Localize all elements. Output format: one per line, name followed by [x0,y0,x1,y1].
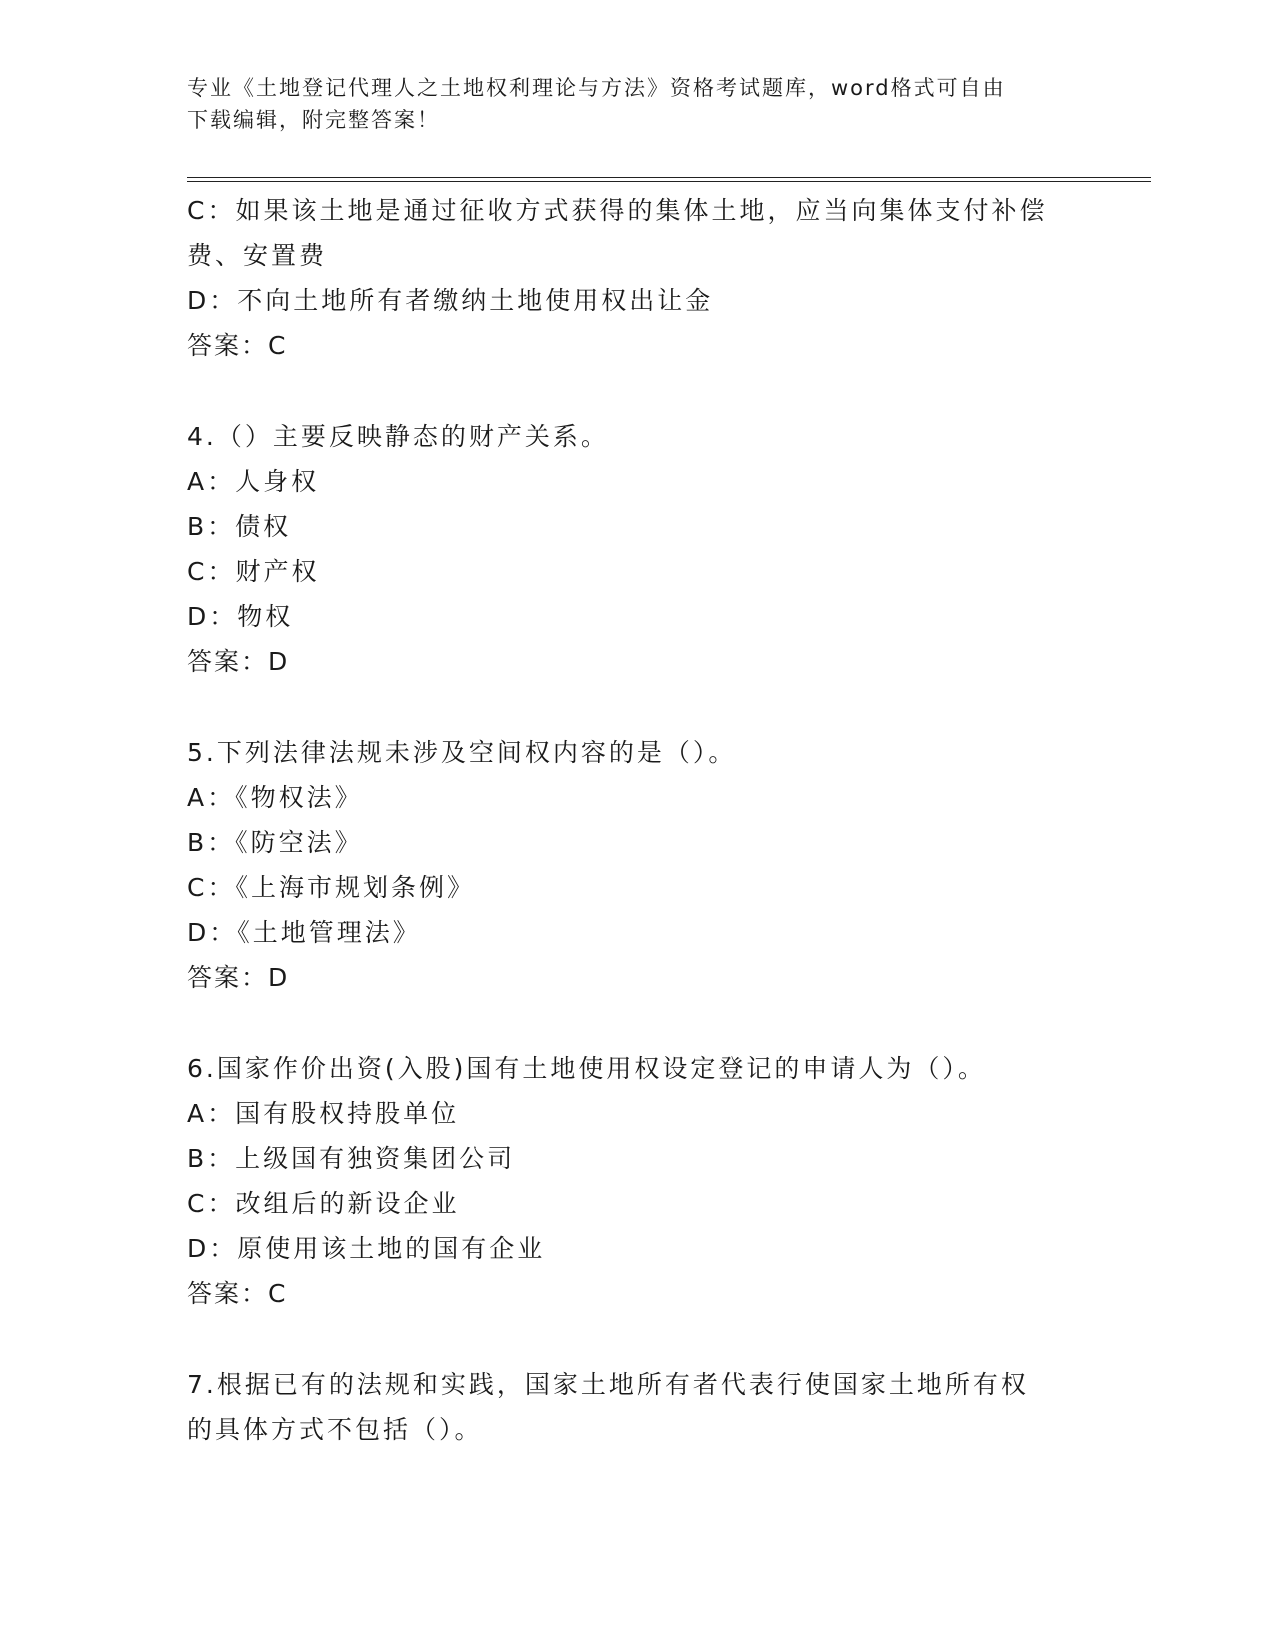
option-a: A：国有股权持股单位 [187,1099,460,1128]
answer: 答案：C [187,331,288,360]
option-c: C：改组后的新设企业 [187,1189,460,1218]
option-d: D：原使用该土地的国有企业 [187,1234,546,1263]
page-header [187,72,1087,136]
option-d: D：不向土地所有者缴纳土地使用权出让金 [187,286,714,315]
question-stem: 5.下列法律法规未涉及空间权内容的是（）。 [187,738,737,767]
question-list [187,188,1087,1452]
option-c: C：如果该土地是通过征收方式获得的集体土地，应当向集体支付补偿 [187,196,1048,225]
question-5 [187,730,1087,1000]
question-stem-line-2: 的具体方式不包括（）。 [187,1415,483,1444]
question-stem: 4.（）主要反映静态的财产关系。 [187,422,609,451]
header-line-1: 专业《土地登记代理人之土地权利理论与方法》资格考试题库，word格式可自由 [187,76,1006,100]
question-7 [187,1362,1087,1452]
option-b: B：《防空法》 [187,828,363,857]
question-continued [187,188,1087,368]
question-6 [187,1046,1087,1316]
question-stem-line-1: 7.根据已有的法规和实践，国家土地所有者代表行使国家土地所有权 [187,1370,1029,1399]
question-4 [187,414,1087,684]
answer: 答案：D [187,647,290,676]
option-c: C：财产权 [187,557,320,586]
option-d: D：物权 [187,602,294,631]
option-a: A：《物权法》 [187,783,363,812]
question-stem: 6.国家作价出资(入股)国有土地使用权设定登记的申请人为（）。 [187,1054,986,1083]
option-a: A：人身权 [187,467,320,496]
option-b: B：上级国有独资集团公司 [187,1144,516,1173]
header-line-2: 下载编辑，附完整答案！ [187,108,440,132]
option-b: B：债权 [187,512,292,541]
answer: 答案：D [187,963,290,992]
option-c-continuation: 费、安置费 [187,241,328,270]
header-double-rule [187,177,1151,182]
answer: 答案：C [187,1279,288,1308]
option-d: D：《土地管理法》 [187,918,421,947]
option-c: C：《上海市规划条例》 [187,873,475,902]
